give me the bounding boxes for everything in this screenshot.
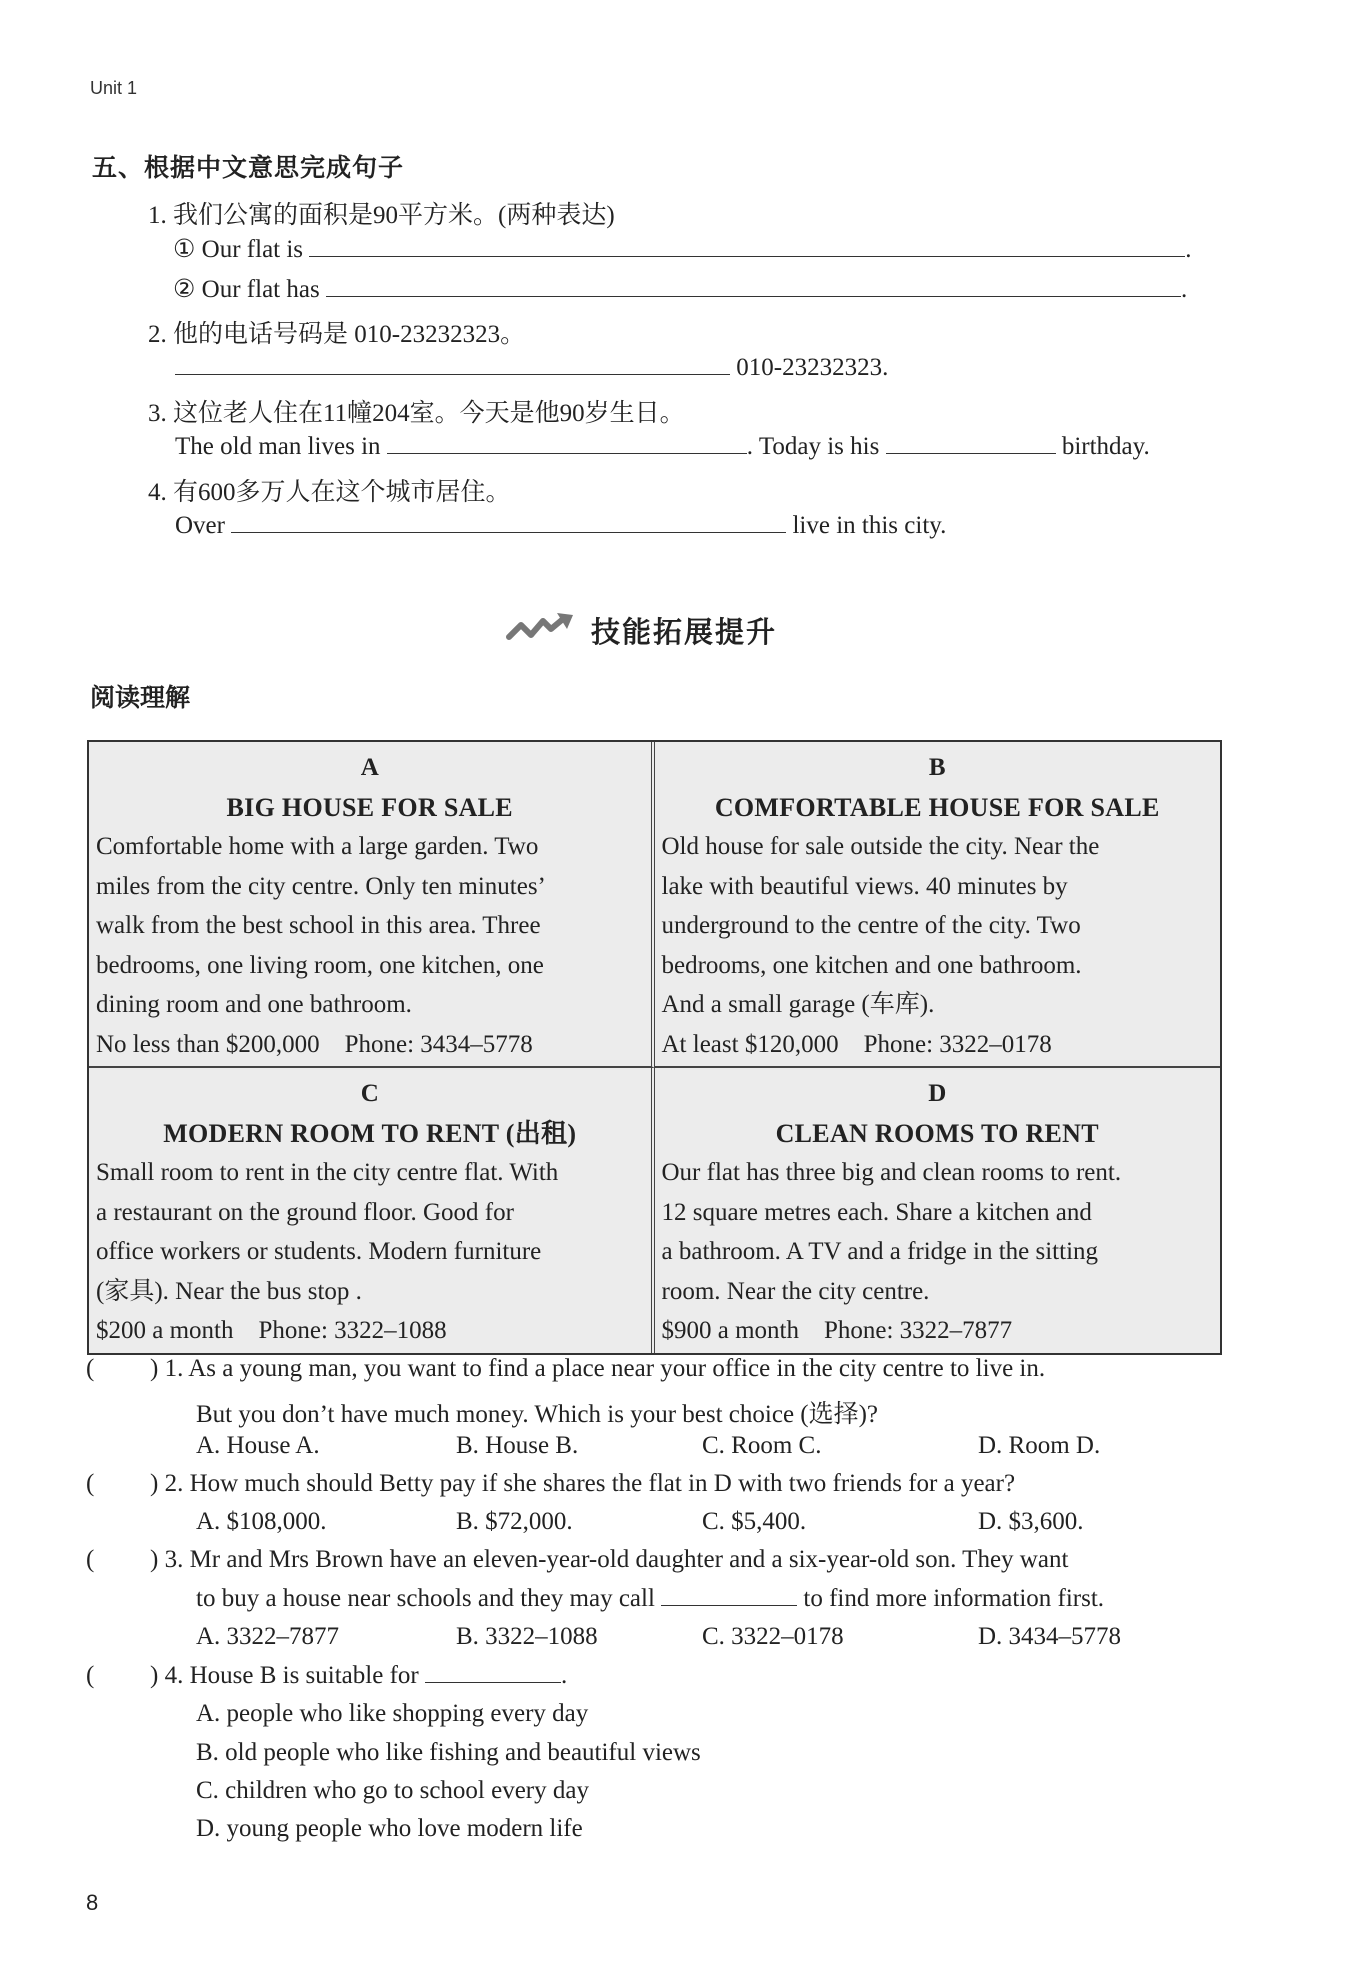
ad-line: miles from the city centre. Only ten minutes’ xyxy=(96,872,546,900)
answer-blank[interactable] xyxy=(886,433,1056,454)
ad-line: $900 a month Phone: 3322–7877 xyxy=(661,1317,1013,1344)
option-d[interactable]: D. young people who love modern life xyxy=(196,1815,583,1842)
ad-line: office workers or students. Modern furniture xyxy=(96,1238,542,1265)
question-text: ) 1. As a young man, you want to find a place near your office in the city centre to live in. xyxy=(150,1355,1046,1382)
period: . xyxy=(1180,276,1188,303)
ad-line: lake with beautiful views. 40 minutes by xyxy=(661,872,1068,900)
section-title: 五、根据中文意思完成句子 xyxy=(92,154,405,182)
answer-paren[interactable]: ( xyxy=(86,1662,95,1689)
skill-title: 技能拓展提升 xyxy=(591,617,778,649)
option-b[interactable]: B. old people who like fishing and beautiful views xyxy=(196,1739,701,1766)
ad-b xyxy=(655,742,1221,1068)
answer-blank[interactable] xyxy=(175,354,730,375)
question-text: ) 2. How much should Betty pay if she shares the flat in D with two friends for a year? xyxy=(150,1470,1016,1497)
ad-line: Old house for sale outside the city. Near the xyxy=(661,833,1100,860)
ad-line: room. Near the city centre. xyxy=(661,1277,930,1305)
question-text: ) 3. Mr and Mrs Brown have an eleven-year-old daughter and a six-year-old son. They want xyxy=(150,1546,1069,1573)
answer-blank[interactable] xyxy=(309,236,1185,257)
ad-line: bedrooms, one living room, one kitchen, one xyxy=(96,951,544,979)
item3-chinese: 3. 这位老人住在11幢204室。今天是他90岁生日。 xyxy=(148,400,685,427)
item4-prefix: Over xyxy=(175,512,225,539)
answer-blank[interactable] xyxy=(387,433,747,454)
option-b[interactable]: B. House B. xyxy=(456,1432,579,1459)
ad-line: No less than $200,000 Phone: 3434–5778 xyxy=(96,1030,533,1058)
option-b[interactable]: B. 3322–1088 xyxy=(456,1623,598,1650)
item2-chinese: 2. 他的电话号码是 010-23232323。 xyxy=(148,321,526,348)
option-a[interactable]: A. House A. xyxy=(196,1432,320,1459)
option-d[interactable]: D. Room D. xyxy=(978,1432,1101,1459)
ad-line: walk from the best school in this area. Three xyxy=(96,912,541,939)
option-a[interactable]: A. people who like shopping every day xyxy=(196,1700,589,1727)
option-c[interactable]: C. $5,400. xyxy=(702,1508,807,1535)
question-text-cont xyxy=(196,1585,1104,1613)
ad-line: a bathroom. A TV and a fridge in the sitting xyxy=(661,1238,1099,1265)
item3-prefix: The old man lives in xyxy=(175,433,381,460)
ad-letter: B xyxy=(928,754,946,781)
item1-chinese: 1. 我们公寓的面积是90平方米。(两种表达) xyxy=(148,202,615,229)
ad-d xyxy=(655,1068,1221,1353)
page-number: 8 xyxy=(86,1890,99,1915)
question-text-cont: But you don’t have much money. Which is your best choice (选择)? xyxy=(196,1401,879,1428)
ad-title: MODERN ROOM TO RENT (出租) xyxy=(163,1118,577,1148)
cont-suffix: to find more information first. xyxy=(803,1585,1105,1612)
item4-end: live in this city. xyxy=(792,512,947,539)
option-c[interactable]: C. Room C. xyxy=(702,1432,822,1459)
answer-paren[interactable]: ( xyxy=(86,1355,95,1382)
unit-label: Unit 1 xyxy=(90,78,138,98)
ad-line: At least $120,000 Phone: 3322–0178 xyxy=(661,1030,1052,1058)
ad-title: COMFORTABLE HOUSE FOR SALE xyxy=(714,792,1160,822)
item3-middle: . Today is his xyxy=(746,433,880,460)
item1-line2 xyxy=(173,274,1187,304)
skill-banner xyxy=(505,610,777,651)
item1-line2-prefix: ② Our flat has xyxy=(173,276,320,303)
answer-paren[interactable]: ( xyxy=(86,1470,95,1497)
answer-blank[interactable] xyxy=(425,1662,561,1683)
option-a[interactable]: A. 3322–7877 xyxy=(196,1623,340,1650)
trend-arrow-icon xyxy=(505,611,577,650)
cont-prefix: to buy a house near schools and they may call xyxy=(196,1585,655,1612)
ad-line: $200 a month Phone: 3322–1088 xyxy=(96,1317,447,1344)
ad-letter: C xyxy=(360,1080,379,1107)
item3-line xyxy=(175,433,1150,461)
ad-line: Small room to rent in the city centre flat. With xyxy=(96,1159,559,1186)
ad-line: Our flat has three big and clean rooms to rent. xyxy=(661,1159,1122,1186)
option-d[interactable]: D. $3,600. xyxy=(978,1508,1084,1535)
ad-line: a restaurant on the ground floor. Good for xyxy=(96,1198,514,1226)
ad-line: (家具). Near the bus stop . xyxy=(96,1277,362,1305)
option-c[interactable]: C. 3322–0178 xyxy=(702,1623,844,1650)
answer-paren[interactable]: ( xyxy=(86,1546,95,1573)
answer-blank[interactable] xyxy=(231,512,786,533)
item4-chinese: 4. 有600多万人在这个城市居住。 xyxy=(148,479,511,506)
ads-table xyxy=(87,740,1222,1355)
option-a[interactable]: A. $108,000. xyxy=(196,1508,327,1535)
ad-line: And a small garage (车库). xyxy=(661,991,935,1018)
ad-c xyxy=(89,1068,655,1353)
item2-line xyxy=(175,354,888,382)
ad-line: underground to the centre of the city. Two xyxy=(661,912,1081,939)
period: . xyxy=(1185,236,1192,263)
answer-blank[interactable] xyxy=(661,1585,797,1606)
ad-title: BIG HOUSE FOR SALE xyxy=(226,792,513,822)
reading-title: 阅读理解 xyxy=(90,684,191,712)
answer-blank[interactable] xyxy=(326,276,1181,297)
ad-title: CLEAN ROOMS TO RENT xyxy=(775,1118,1099,1148)
item2-suffix: 010-23232323. xyxy=(736,354,889,381)
ad-letter: A xyxy=(360,754,379,781)
ad-a xyxy=(89,742,655,1068)
ad-line: Comfortable home with a large garden. Two xyxy=(96,833,539,860)
ad-line: dining room and one bathroom. xyxy=(96,991,412,1018)
item1-line1 xyxy=(173,234,1192,264)
period: . xyxy=(560,1662,568,1689)
item4-line xyxy=(175,512,946,540)
ad-line: 12 square metres each. Share a kitchen and xyxy=(661,1198,1092,1226)
item3-end: birthday. xyxy=(1061,433,1150,460)
question-text xyxy=(150,1662,567,1690)
option-b[interactable]: B. $72,000. xyxy=(456,1508,573,1535)
option-d[interactable]: D. 3434–5778 xyxy=(978,1623,1122,1650)
ad-line: bedrooms, one kitchen and one bathroom. xyxy=(661,951,1082,979)
question-text-main: ) 4. House B is suitable for xyxy=(150,1662,419,1689)
option-c[interactable]: C. children who go to school every day xyxy=(196,1777,589,1804)
ad-letter: D xyxy=(928,1080,947,1107)
item1-line1-prefix: ① Our flat is xyxy=(173,236,304,263)
